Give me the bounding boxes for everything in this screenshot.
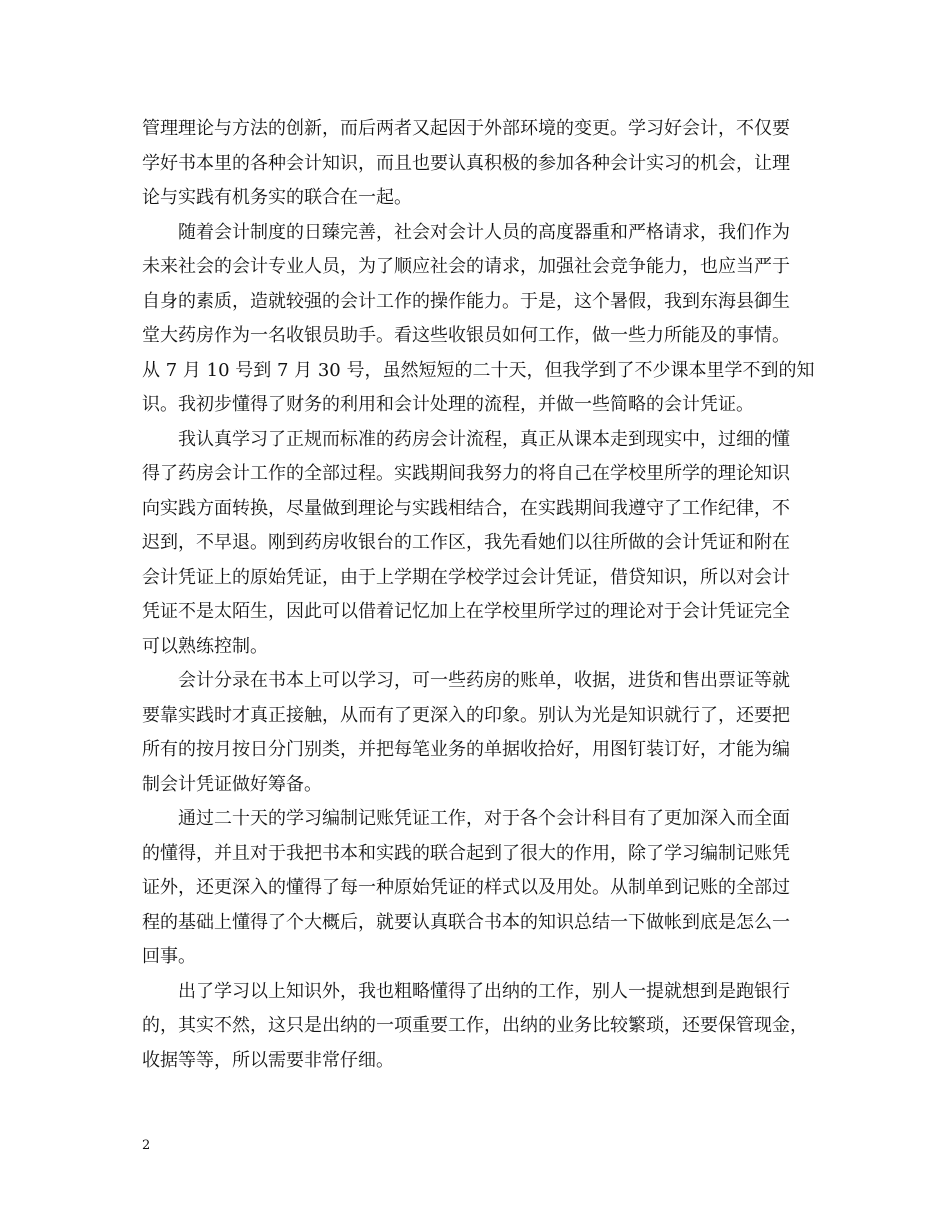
text-line: 制会计凭证做好筹备。 (142, 773, 322, 795)
text-line: 可以熟练控制。 (142, 635, 268, 657)
text-line: 凭证不是太陌生，因此可以借着记忆加上在学校里所学过的理论对于会计凭证完全 (142, 601, 790, 622)
text-line: 识。我初步懂得了财务的利用和会计处理的流程，并做一些简略的会计凭证。 (142, 394, 754, 415)
body-text (142, 112, 818, 1078)
text-line: 迟到，不早退。刚到药房收银台的工作区，我先看她们以往所做的会计凭证和附在 (142, 532, 790, 553)
paragraph-first-line: 会计分录在书本上可以学习，可一些药房的账单，收据，进货和售出票证等就 (178, 670, 790, 691)
page-number: 2 (142, 1138, 151, 1153)
text-line: 论与实践有机务实的联合在一起。 (142, 187, 412, 208)
text-line: 未来社会的会计专业人员，为了顺应社会的请求，加强社会竞争能力，也应当严于 (142, 256, 790, 277)
text-line: 的，其实不然，这只是出纳的一项重要工作，出纳的业务比较繁琐，还要保管现金， (142, 1015, 808, 1036)
text-line: 程的基础上懂得了个大概后，就要认真联合书本的知识总结一下做帐到底是怎么一 (142, 911, 790, 933)
paragraph-first-line: 随着会计制度的日臻完善，社会对会计人员的高度器重和严格请求，我们作为 (178, 221, 790, 243)
text-line: 收据等等，所以需要非常仔细。 (142, 1049, 394, 1071)
text-line: 自身的素质，造就较强的会计工作的操作能力。于是，这个暑假，我到东海县御生 (142, 290, 790, 312)
text-line: 所有的按月按日分门别类，并把每笔业务的单据收拾好，用图钉装订好，才能为编 (142, 739, 790, 760)
text-line: 回事。 (142, 946, 196, 967)
paragraph-first-line: 通过二十天的学习编制记账凭证工作，对于各个会计科目有了更加深入而全面 (178, 808, 790, 829)
paragraph-first-line: 我认真学习了正规而标准的药房会计流程，真正从课本走到现实中，过细的懂 (178, 428, 790, 450)
text-line: 向实践方面转换，尽量做到理论与实践相结合，在实践期间我遵守了工作纪律，不 (142, 497, 790, 519)
text-line: 学好书本里的各种会计知识，而且也要认真积极的参加各种会计实习的机会，让理 (142, 152, 790, 174)
text-line: 得了药房会计工作的全部过程。实践期间我努力的将自己在学校里所学的理论知识 (142, 463, 790, 484)
text-line: 管理理论与方法的创新，而后两者又起因于外部环境的变更。学习好会计，不仅要 (142, 118, 790, 139)
text-line: 证外，还更深入的懂得了每一种原始凭证的样式以及用处。从制单到记账的全部过 (142, 877, 790, 898)
text-line: 的懂得，并且对于我把书本和实践的联合起到了很大的作用，除了学习编制记账凭 (142, 842, 790, 864)
text-line: 会计凭证上的原始凭证，由于上学期在学校学过会计凭证，借贷知识，所以对会计 (142, 566, 790, 588)
text-line: 要靠实践时才真正接触，从而有了更深入的印象。别认为光是知识就行了，还要把 (142, 704, 790, 726)
text-line: 堂大药房作为一名收银员助手。看这些收银员如何工作，做一些力所能及的事情。 (142, 325, 790, 346)
text-line: 从 7 月 10 号到 7 月 30 号，虽然短短的二十天，但我学到了不少课本里学不到的知 (142, 359, 815, 381)
paragraph-first-line: 出了学习以上知识外，我也粗略懂得了出纳的工作，别人一提就想到是跑银行 (178, 980, 790, 1002)
